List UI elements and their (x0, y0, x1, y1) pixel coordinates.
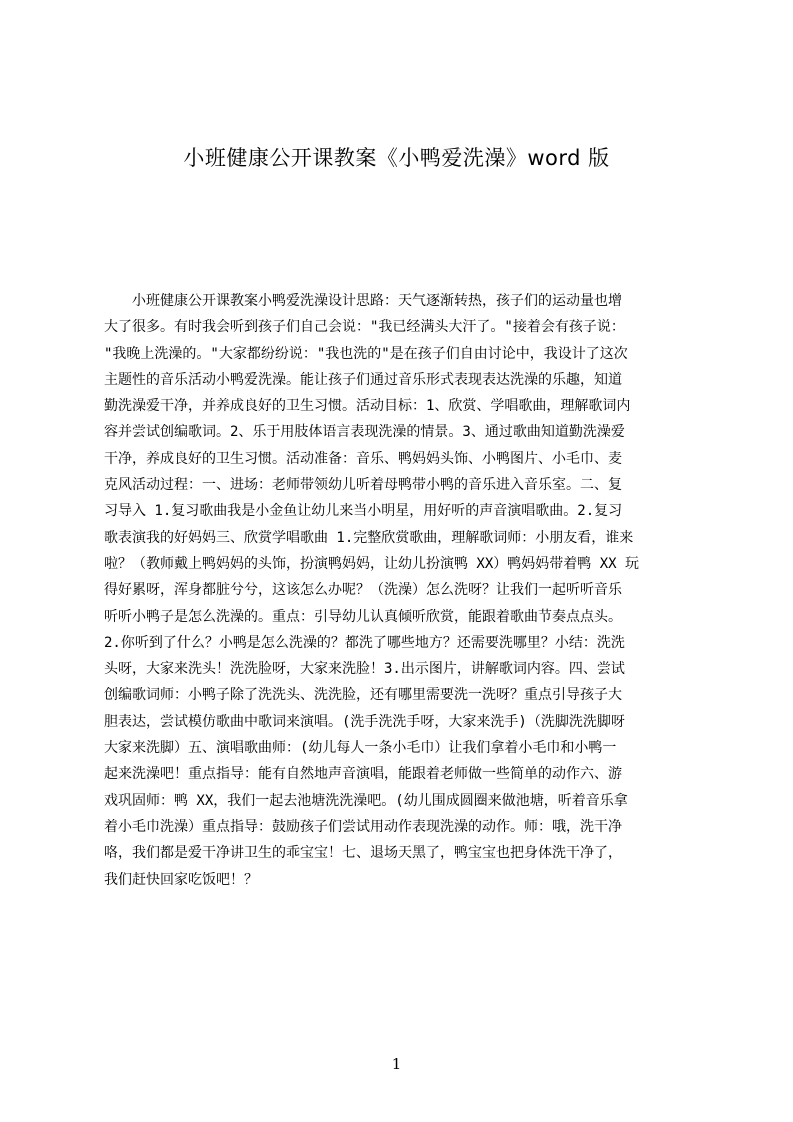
body-line: 听听小鸭子是怎么洗澡的。重点：引导幼儿认真倾听欣赏，能跟着歌曲节奏点点头。 (104, 608, 622, 625)
body-line: 起来洗澡吧！重点指导：能有自然地声音演唱，能跟着老师做一些简单的动作六、游 (104, 766, 622, 783)
document-title: 小班健康公开课教案《小鸭爱洗澡》word 版 (183, 146, 610, 170)
body-line: 小班健康公开课教案小鸭爱洗澡设计思路：天气逐渐转热，孩子们的运动量也增 (104, 293, 622, 309)
page-number: 1 (391, 1055, 402, 1073)
body-line: 干净，养成良好的卫生习惯。活动准备：音乐、鸭妈妈头饰、小鸭图片、小毛巾、麦 (104, 450, 622, 467)
body-line: 啦？（教师戴上鸭妈妈的头饰，扮演鸭妈妈，让幼儿扮演鸭 XX）鸭妈妈带着鸭 XX 玩 (104, 555, 639, 572)
document-body (104, 288, 697, 893)
body-line: 习导入 1.复习歌曲我是小金鱼让幼儿来当小明星，用好听的声音演唱歌曲。2.复习 (104, 503, 623, 520)
body-line: 创编歌词师：小鸭子除了洗洗头、洗洗脸，还有哪里需要洗一洗呀？重点引导孩子大 (104, 687, 622, 704)
body-line: 容并尝试创编歌词。2、乐于用肢体语言表现洗澡的情景。3、通过歌曲知道勤洗澡爱 (104, 424, 625, 441)
body-line: 2.你听到了什么？小鸭是怎么洗澡的？都洗了哪些地方？还需要洗哪里？小结：洗洗 (104, 634, 625, 651)
body-line: 大了很多。有时我会听到孩子们自己会说："我已经满头大汗了。"接着会有孩子说： (104, 319, 625, 336)
body-line: 歌表演我的好妈妈三、欣赏学唱歌曲 1.完整欣赏歌曲，理解歌词师：小朋友看，谁来 (104, 529, 634, 546)
body-line: 着小毛巾洗澡）重点指导：鼓励孩子们尝试用动作表现洗澡的动作。师：哦，洗干净 (104, 818, 622, 835)
body-line: 头呀，大家来洗头！洗洗脸呀，大家来洗脸！3.出示图片，讲解歌词内容。四、尝试 (104, 661, 625, 678)
body-line: 大家来洗脚）五、演唱歌曲师：(幼儿每人一条小毛巾）让我们拿着小毛巾和小鸭一 (104, 740, 617, 757)
body-line: "我晚上洗澡的。"大家都纷纷说："我也洗的"是在孩子们自由讨论中，我设计了这次 (104, 345, 628, 362)
body-line: 克风活动过程：一、进场：老师带领幼儿听着母鸭带小鸭的音乐进入音乐室。二、复 (104, 477, 622, 494)
body-line: 戏巩固师：鸭 XX，我们一起去池塘洗洗澡吧。(幼儿围成圆圈来做池塘，听着音乐拿 (104, 792, 628, 809)
body-line: 得好累呀，浑身都脏兮兮，这该怎么办呢？（洗澡）怎么洗呀？让我们一起听听音乐 (104, 582, 622, 599)
body-line: 胆表达，尝试模仿歌曲中歌词来演唱。(洗手洗洗手呀，大家来洗手)（洗脚洗洗脚呀 (104, 713, 625, 730)
body-line: 主题性的音乐活动小鸭爱洗澡。能让孩子们通过音乐形式表现表达洗澡的乐趣，知道 (104, 371, 622, 388)
body-line: 咯，我们都是爱干净讲卫生的乖宝宝！七、退场天黑了，鸭宝宝也把身体洗干净了， (104, 845, 622, 862)
body-line: 我们赶快回家吃饭吧！？ (104, 871, 258, 888)
body-line: 勤洗澡爱干净，并养成良好的卫生习惯。活动目标：1、欣赏、学唱歌曲，理解歌词内 (104, 398, 631, 415)
